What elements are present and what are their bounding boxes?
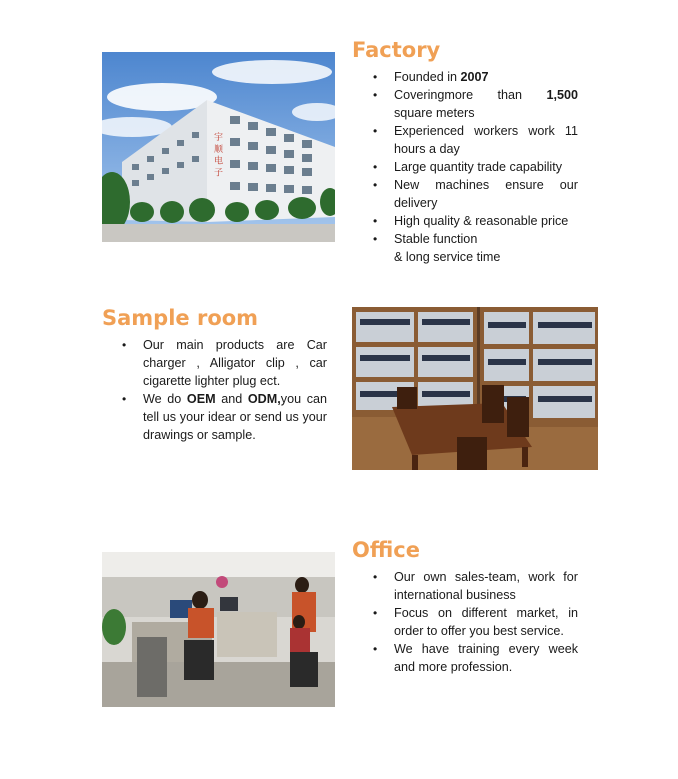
office-heading: Office — [352, 538, 420, 562]
list-item: • Founded in 2007 — [373, 68, 578, 86]
factory-sign: 宇 顺 电 子 — [212, 132, 222, 177]
sample-room-list — [122, 336, 327, 444]
list-item: • New machines ensure our delivery — [373, 176, 578, 212]
factory-list — [373, 68, 578, 266]
factory-heading: Factory — [352, 38, 441, 62]
list-item: • High quality & reasonable price — [373, 212, 578, 230]
office-photo — [102, 552, 335, 707]
list-item: • Experienced workers work 11 hours a day — [373, 122, 578, 158]
list-item: • We do OEM and ODM,you can tell us your idear or send us your drawings or sample. — [122, 390, 327, 444]
sample-room-photo — [352, 307, 598, 470]
list-item: • We have training every week and more profession. — [373, 640, 578, 676]
list-item: • Our main products are Car charger , Alligator clip , car cigarette lighter plug ect. — [122, 336, 327, 390]
sample-room-heading: Sample room — [102, 306, 259, 330]
list-item: • Our own sales-team, work for international business — [373, 568, 578, 604]
list-item: • Stable function & long service time — [373, 230, 578, 266]
list-item: • Large quantity trade capability — [373, 158, 578, 176]
factory-photo — [102, 52, 335, 242]
office-list — [373, 568, 578, 676]
list-item: • Focus on different market, in order to offer you best service. — [373, 604, 578, 640]
list-item: • Coveringmore than 1,500 square meters — [373, 86, 578, 122]
